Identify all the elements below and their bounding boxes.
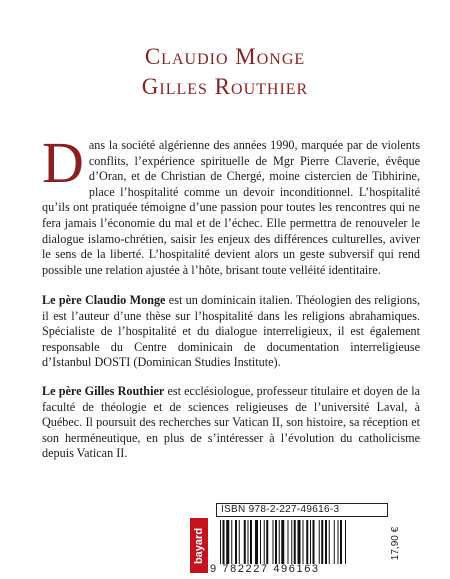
drop-cap: D — [42, 130, 84, 195]
publisher-logo — [190, 518, 208, 573]
author-name-2: Gilles Routhier — [141, 74, 309, 99]
bio-text: est ecclésiologue, professeur titulaire et doyen de la faculté de théologie et de sciences religieuses de l’université Laval, à Québec. Il poursuit des recherches sur Vatican II, son histoire, sa réception et son herméneutique, en plus de s’intéresser à l’évolution du catholicisme depuis Vatican II. — [42, 384, 420, 461]
bio-claudio-monge — [42, 293, 420, 371]
intro-paragraph — [42, 130, 420, 278]
publisher-name: bayard — [193, 527, 206, 564]
price-text: 17,90 € — [390, 526, 402, 560]
price-label — [388, 519, 404, 567]
isbn-label: ISBN 978-2-227-49616-3 — [216, 503, 388, 517]
barcode-digits: 9 782227 496163 — [210, 563, 320, 575]
intro-text: ans la société algérienne des années 1990, marquée par de violents conflits, l’expérience spirituelle de Mgr Pierre Claverie, évêque d’Oran, et de Christian de Chergé, moine cistercien de Tibhirine, place l’hospitalité comme un devoir inconditionnel. L’hospitalité qu’ils ont pratiquée témoigne d’une passion pour toutes les rencontres qui ne fera jamais l’économie du mal et de l’échec. Elle permettra de renouveler le dialogue islamo-chrétien, saisir les enjeux des différences culturelles, aviver le sens de la liberté. L’hospitalité devient alors un geste subversif qui rend possible une relation ajustée à l’hôte, brisant toute velléité identitaire. — [42, 138, 420, 277]
barcode-block — [190, 503, 422, 575]
author-names — [0, 42, 450, 102]
bio-name: Le père Gilles Routhier — [42, 384, 165, 398]
bio-gilles-routhier — [42, 384, 420, 462]
barcode — [218, 520, 384, 564]
author-name-1: Claudio Monge — [144, 44, 306, 69]
bio-text: est un dominicain italien. Théologien des religions, il est l’auteur d’une thèse sur l’hospitalité dans les religions abrahamiques. Spécialiste de l’hospitalité et du dialogue interreligieux, il est également responsable du Centre dominicain de documentation interreligieuse d’Istanbul DOSTI (Dominican Studies Institute). — [42, 293, 420, 370]
bio-name: Le père Claudio Monge — [42, 293, 166, 307]
